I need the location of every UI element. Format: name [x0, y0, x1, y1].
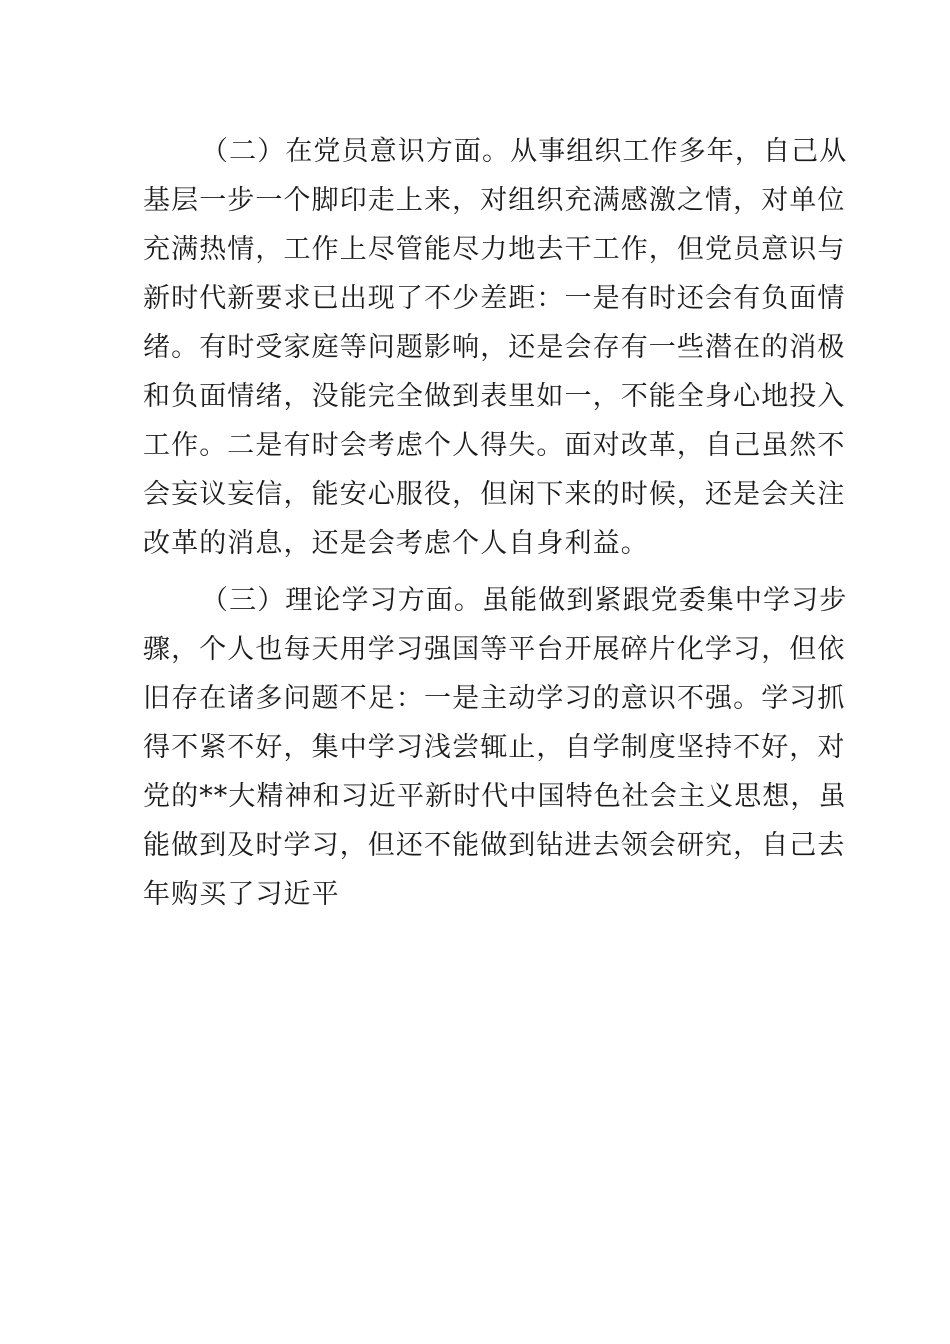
- paragraph-2-line-8: 会妄议妄信，能安心服役，但闲下来的时候，还是会关注: [143, 479, 846, 510]
- paragraph-3-line-4: 得不紧不好，集中学习浅尝辄止，自学制度坚持不好，对: [143, 732, 846, 763]
- paragraph-2-line-5: 绪。有时受家庭等问题影响，还是会存有一些潜在的消极: [143, 332, 846, 363]
- paragraph-2-line-9: 改革的消息，还是会考虑个人自身利益。: [143, 528, 649, 559]
- paragraph-2-line-2: 基层一步一个脚印走上来，对组织充满感激之情，对单位: [143, 185, 846, 216]
- paragraph-2-line-6: 和负面情绪，没能完全做到表里如一，不能全身心地投入: [143, 381, 846, 412]
- paragraph-3-line-2: 骤，个人也每天用学习强国等平台开展碎片化学习，但依: [143, 634, 846, 665]
- paragraph-2-line-1: （二）在党员意识方面。从事组织工作多年，自己从: [201, 136, 848, 167]
- paragraph-3-line-1: （三）理论学习方面。虽能做到紧跟党委集中学习步: [201, 585, 848, 616]
- paragraph-3-line-7: 年购买了习近平: [143, 879, 340, 910]
- paragraph-3-line-5: 党的**大精神和习近平新时代中国特色社会主义思想，虽: [143, 781, 847, 812]
- paragraph-2-line-4: 新时代新要求已出现了不少差距：一是有时还会有负面情: [143, 283, 846, 314]
- paragraph-3-line-6: 能做到及时学习，但还不能做到钻进去领会研究，自己去: [143, 830, 846, 861]
- paragraph-2-line-3: 充满热情，工作上尽管能尽力地去干工作，但党员意识与: [143, 234, 846, 265]
- paragraph-3-line-3: 旧存在诸多问题不足：一是主动学习的意识不强。学习抓: [143, 683, 846, 714]
- paragraph-2-line-7: 工作。二是有时会考虑个人得失。面对改革，自己虽然不: [143, 430, 846, 461]
